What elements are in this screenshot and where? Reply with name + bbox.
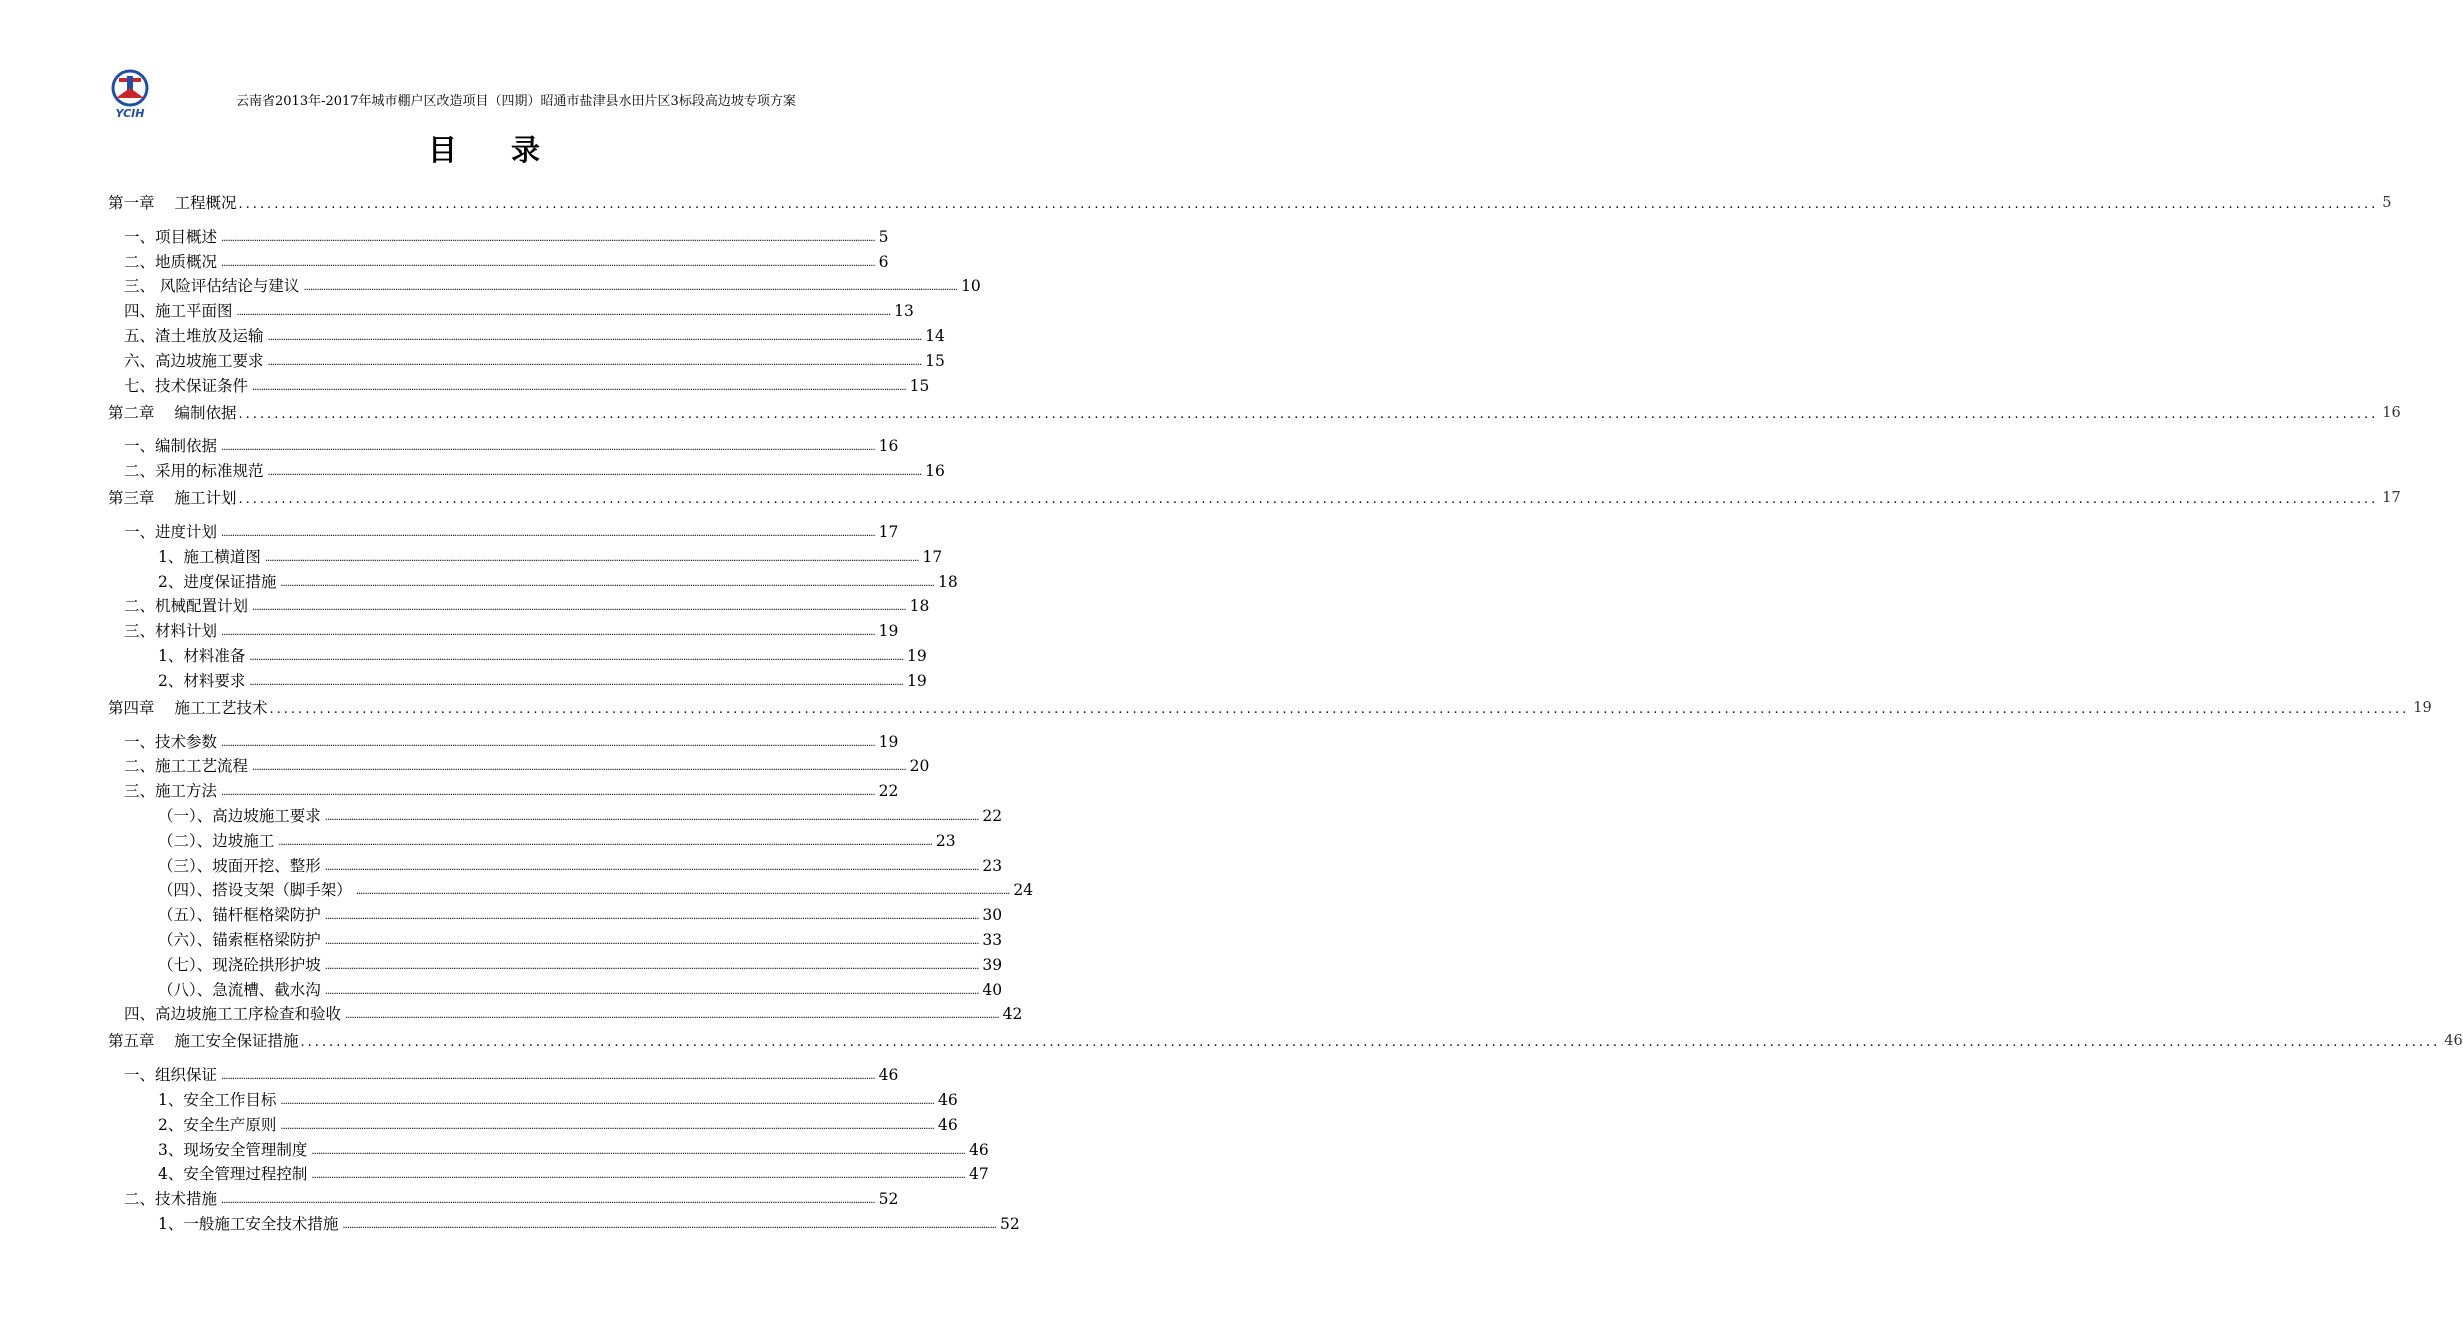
toc-dot-leader: ............................................................................................................................................................................................................................................................................................................ — [280, 577, 934, 589]
toc-chapter-title: 工程概况 — [174, 194, 237, 212]
toc-chapter-entry[interactable] — [108, 186, 2392, 213]
toc-dot-leader: ............................................................................................................................................................................................................................................................................................................ — [221, 1195, 875, 1207]
toc-dot-leader: ............................................................................................................................................................................................................................................................................................................ — [221, 232, 875, 244]
toc-entry[interactable] — [108, 456, 945, 481]
toc-dot-leader: ............................................................................................................................................................................................................................................................................................................ — [264, 552, 919, 564]
toc-page-number: 5 — [878, 227, 889, 246]
toc-page-number: 16 — [925, 462, 945, 481]
toc-entry-label: 二、技术措施 — [124, 1190, 218, 1209]
toc-page-number: 52 — [1000, 1214, 1020, 1233]
toc-entry-label: （六）、锚索框格梁防护 — [158, 930, 321, 949]
toc-entry-label: 七、技术保证条件 — [124, 376, 249, 395]
toc-chapter-title: 施工计划 — [174, 489, 237, 508]
toc-page-number: 14 — [925, 326, 945, 345]
toc-dot-leader: ............................................................................................................................................................................................................................................................................................................ — [221, 527, 875, 539]
toc-entry-label: 2、安全生产原则 — [158, 1115, 277, 1134]
company-logo — [104, 68, 156, 120]
toc-dot-leader: ............................................................................................................................................................................................................................................................................................................ — [238, 492, 2379, 508]
toc-entry-label: 第一章 — [108, 194, 155, 212]
toc-entry[interactable] — [108, 1135, 989, 1160]
toc-dot-leader: ............................................................................................................................................................................................................................................................................................................ — [238, 197, 2379, 212]
toc-entry-label: 1、材料准备 — [158, 646, 246, 665]
toc-dot-leader: ............................................................................................................................................................................................................................................................................................................ — [221, 257, 875, 269]
toc-dot-leader: ............................................................................................................................................................................................................................................................................................................ — [324, 985, 979, 997]
toc-entry-label: 一、组织保证 — [124, 1066, 218, 1085]
document-subtitle: 云南省2013年-2017年城市棚户区改造项目（四期）昭通市盐津县水田片区3标段高边坡专项方案 — [236, 94, 796, 109]
toc-entry[interactable] — [108, 975, 1003, 1000]
toc-chapter-title: 施工工艺技术 — [174, 698, 268, 717]
toc-dot-leader: ............................................................................................................................................................................................................................................................................................................ — [221, 442, 875, 454]
toc-entry[interactable] — [108, 876, 1034, 901]
toc-dot-leader: ............................................................................................................................................................................................................................................................................................................ — [252, 602, 906, 614]
toc-entry-label: （八）、急流槽、截水沟 — [158, 980, 321, 999]
toc-page-number: 19 — [907, 646, 927, 665]
toc-entry-label: 1、施工横道图 — [158, 547, 261, 566]
toc-entry[interactable] — [108, 542, 943, 567]
toc-entry[interactable] — [108, 900, 1003, 925]
toc-page-number: 47 — [969, 1165, 989, 1184]
toc-entry[interactable] — [108, 801, 1003, 826]
toc-entry-label: 第三章 — [108, 489, 155, 508]
toc-entry[interactable] — [108, 776, 899, 801]
toc-dot-leader: ............................................................................................................................................................................................................................................................................................................ — [280, 1120, 934, 1132]
toc-entry-label: 第二章 — [108, 403, 155, 422]
toc-dot-leader: ............................................................................................................................................................................................................................................................................................................ — [324, 960, 979, 972]
toc-entry-label: （三）、坡面开挖、整形 — [158, 856, 321, 875]
toc-page-number: 16 — [878, 437, 899, 456]
toc-page-number: 40 — [982, 980, 1003, 999]
toc-entry-label: 四、施工平面图 — [124, 302, 233, 321]
toc-entry[interactable] — [108, 296, 914, 321]
toc-dot-leader: ............................................................................................................................................................................................................................................................................................................ — [269, 701, 2410, 717]
toc-dot-leader: ............................................................................................................................................................................................................................................................................................................ — [280, 1095, 934, 1107]
toc-entry[interactable] — [108, 1085, 958, 1110]
toc-page-number: 13 — [894, 302, 914, 321]
toc-dot-leader: ............................................................................................................................................................................................................................................................................................................ — [249, 676, 903, 688]
toc-entry[interactable] — [108, 1160, 989, 1185]
toc-dot-leader: ............................................................................................................................................................................................................................................................................................................ — [355, 886, 1010, 898]
toc-entry-label: 1、安全工作目标 — [158, 1090, 277, 1109]
toc-page-number: 15 — [909, 376, 930, 395]
toc-entry[interactable] — [108, 222, 889, 247]
toc-entry-label: 2、材料要求 — [158, 671, 246, 690]
toc-entry-label: （二）、边坡施工 — [158, 831, 275, 850]
toc-entry[interactable] — [108, 1184, 899, 1209]
toc-dot-leader: ............................................................................................................................................................................................................................................................................................................ — [221, 787, 875, 799]
toc-page-number: 33 — [982, 930, 1003, 949]
toc-chapter-entry[interactable] — [108, 1024, 2463, 1051]
toc-entry[interactable] — [108, 432, 899, 457]
toc-page-number: 15 — [925, 351, 945, 370]
toc-chapter-title: 编制依据 — [174, 403, 237, 422]
toc-page-number: 24 — [1013, 881, 1034, 900]
logo-text: YCIH — [115, 107, 145, 120]
toc-dot-leader: ............................................................................................................................................................................................................................................................................................................ — [267, 331, 922, 343]
toc-dot-leader: ............................................................................................................................................................................................................................................................................................................ — [311, 1170, 965, 1182]
toc-dot-leader: ............................................................................................................................................................................................................................................................................................................ — [238, 406, 2379, 422]
toc-entry[interactable] — [108, 925, 1003, 950]
toc-entry-label: 二、施工工艺流程 — [124, 757, 249, 776]
toc-dot-leader: ............................................................................................................................................................................................................................................................................................................ — [300, 1035, 2441, 1051]
toc-page-number: 23 — [982, 856, 1003, 875]
toc-page-number: 16 — [2382, 404, 2401, 421]
toc-chapter-entry[interactable] — [108, 691, 2432, 718]
toc-entry-label: （四）、搭设支架（脚手架） — [158, 881, 352, 900]
toc-dot-leader: ............................................................................................................................................................................................................................................................................................................ — [252, 381, 906, 393]
toc-entry[interactable] — [108, 1110, 958, 1135]
toc-entry[interactable] — [108, 950, 1003, 975]
toc-page-number: 46 — [938, 1115, 958, 1134]
toc-entry-label: （一）、高边坡施工要求 — [158, 806, 321, 825]
toc-page-number: 22 — [878, 782, 899, 801]
toc-entry[interactable] — [108, 826, 956, 851]
toc-entry[interactable] — [108, 371, 930, 396]
toc-entry[interactable] — [108, 247, 889, 272]
toc-chapter-entry[interactable] — [108, 481, 2401, 508]
toc-entry-label: 五、渣土堆放及运输 — [124, 326, 264, 345]
toc-page-number: 17 — [922, 547, 943, 566]
toc-dot-leader: ............................................................................................................................................................................................................................................................................................................ — [267, 467, 922, 479]
toc-dot-leader: ............................................................................................................................................................................................................................................................................................................ — [324, 935, 979, 947]
toc-entry-label: 一、项目概述 — [124, 227, 218, 246]
toc-entry-label: 4、安全管理过程控制 — [158, 1165, 308, 1184]
toc-dot-leader: ............................................................................................................................................................................................................................................................................................................ — [221, 737, 875, 749]
toc-entry[interactable] — [108, 592, 930, 617]
toc-entry[interactable] — [108, 272, 981, 297]
toc-page-number: 20 — [909, 757, 930, 776]
toc-page-number: 19 — [907, 671, 927, 690]
toc-page-number: 17 — [2382, 490, 2401, 507]
toc-page-number: 39 — [982, 955, 1003, 974]
toc-entry-label: 六、高边坡施工要求 — [124, 351, 264, 370]
toc-dot-leader: ............................................................................................................................................................................................................................................................................................................ — [345, 1010, 999, 1022]
toc-page-number: 19 — [878, 622, 899, 641]
toc-entry-label: 第五章 — [108, 1032, 155, 1051]
toc-page-number: 17 — [878, 522, 899, 541]
toc-entry-label: 三、施工方法 — [124, 782, 218, 801]
toc-entry[interactable] — [108, 346, 945, 371]
toc-page-number: 5 — [2382, 195, 2392, 211]
toc-dot-leader: ............................................................................................................................................................................................................................................................................................................ — [324, 911, 979, 923]
toc-dot-leader: ............................................................................................................................................................................................................................................................................................................ — [324, 811, 979, 823]
toc-dot-leader: ............................................................................................................................................................................................................................................................................................................ — [303, 282, 958, 294]
toc-dot-leader: ............................................................................................................................................................................................................................................................................................................ — [267, 356, 922, 368]
toc-entry-label: 一、技术参数 — [124, 732, 218, 751]
toc-entry-label: 四、高边坡施工工序检查和验收 — [124, 1005, 342, 1024]
toc-entry-label: 1、一般施工安全技术措施 — [158, 1214, 339, 1233]
toc-dot-leader: ............................................................................................................................................................................................................................................................................................................ — [236, 307, 891, 319]
toc-page-number: 42 — [1002, 1005, 1023, 1024]
toc-chapter-entry[interactable] — [108, 396, 2401, 423]
toc-page-number: 22 — [982, 806, 1003, 825]
toc-entry-label: 第四章 — [108, 698, 155, 717]
toc-dot-leader: ............................................................................................................................................................................................................................................................................................................ — [342, 1219, 996, 1231]
toc-entry[interactable] — [108, 1060, 899, 1085]
toc-entry[interactable] — [108, 1209, 1020, 1234]
toc-page-number: 19 — [878, 732, 899, 751]
toc-dot-leader: ............................................................................................................................................................................................................................................................................................................ — [249, 651, 903, 663]
toc-entry[interactable] — [108, 727, 899, 752]
toc-entry-label: （七）、现浇砼拱形护坡 — [158, 955, 321, 974]
toc-entry[interactable] — [108, 616, 899, 641]
toc-entry[interactable] — [108, 752, 930, 777]
toc-entry-label: 二、机械配置计划 — [124, 597, 249, 616]
toc-page-number: 23 — [935, 831, 956, 850]
toc-entry-label: 三、材料计划 — [124, 622, 218, 641]
toc-entry-label: （五）、锚杆框格梁防护 — [158, 906, 321, 925]
toc-entry[interactable] — [108, 641, 927, 666]
toc-entry-label: 二、采用的标准规范 — [124, 462, 264, 481]
toc-entry[interactable] — [108, 567, 958, 592]
toc-page-number: 18 — [909, 597, 930, 616]
toc-page-number: 30 — [982, 906, 1003, 925]
toc-entry-label: 二、地质概况 — [124, 252, 218, 271]
toc-entry[interactable] — [108, 517, 899, 542]
toc-entry-label: 一、进度计划 — [124, 522, 218, 541]
toc-page-number: 46 — [878, 1066, 899, 1085]
toc-dot-leader: ............................................................................................................................................................................................................................................................................................................ — [311, 1145, 965, 1157]
toc-entry-label: 2、进度保证措施 — [158, 572, 277, 591]
toc-entry-label: 3、现场安全管理制度 — [158, 1140, 308, 1159]
toc-entry-label: 一、编制依据 — [124, 437, 218, 456]
toc-chapter-title: 施工安全保证措施 — [174, 1032, 299, 1051]
toc-page-number: 46 — [2444, 1033, 2463, 1050]
toc-entry[interactable] — [108, 666, 927, 691]
toc-page-number: 18 — [938, 572, 958, 591]
toc-page-number: 10 — [961, 277, 981, 296]
table-of-contents — [108, 186, 2463, 1234]
toc-dot-leader: ............................................................................................................................................................................................................................................................................................................ — [221, 1071, 875, 1083]
toc-page-number: 6 — [878, 252, 889, 271]
toc-page-number: 46 — [969, 1140, 989, 1159]
toc-dot-leader: ............................................................................................................................................................................................................................................................................................................ — [252, 762, 906, 774]
toc-page-number: 46 — [938, 1090, 958, 1109]
page-title: 目 录 — [427, 133, 563, 167]
toc-dot-leader: ............................................................................................................................................................................................................................................................................................................ — [221, 627, 875, 639]
toc-entry[interactable] — [108, 321, 945, 346]
toc-dot-leader: ............................................................................................................................................................................................................................................................................................................ — [278, 836, 932, 848]
toc-entry-label: 三、 风险评估结论与建议 — [124, 277, 300, 296]
toc-entry[interactable] — [108, 1000, 1023, 1025]
toc-entry[interactable] — [108, 851, 1003, 876]
toc-page-number: 52 — [878, 1190, 899, 1209]
page-header — [0, 0, 950, 120]
toc-dot-leader: ............................................................................................................................................................................................................................................................................................................ — [324, 861, 979, 873]
toc-page-number: 19 — [2413, 699, 2432, 716]
